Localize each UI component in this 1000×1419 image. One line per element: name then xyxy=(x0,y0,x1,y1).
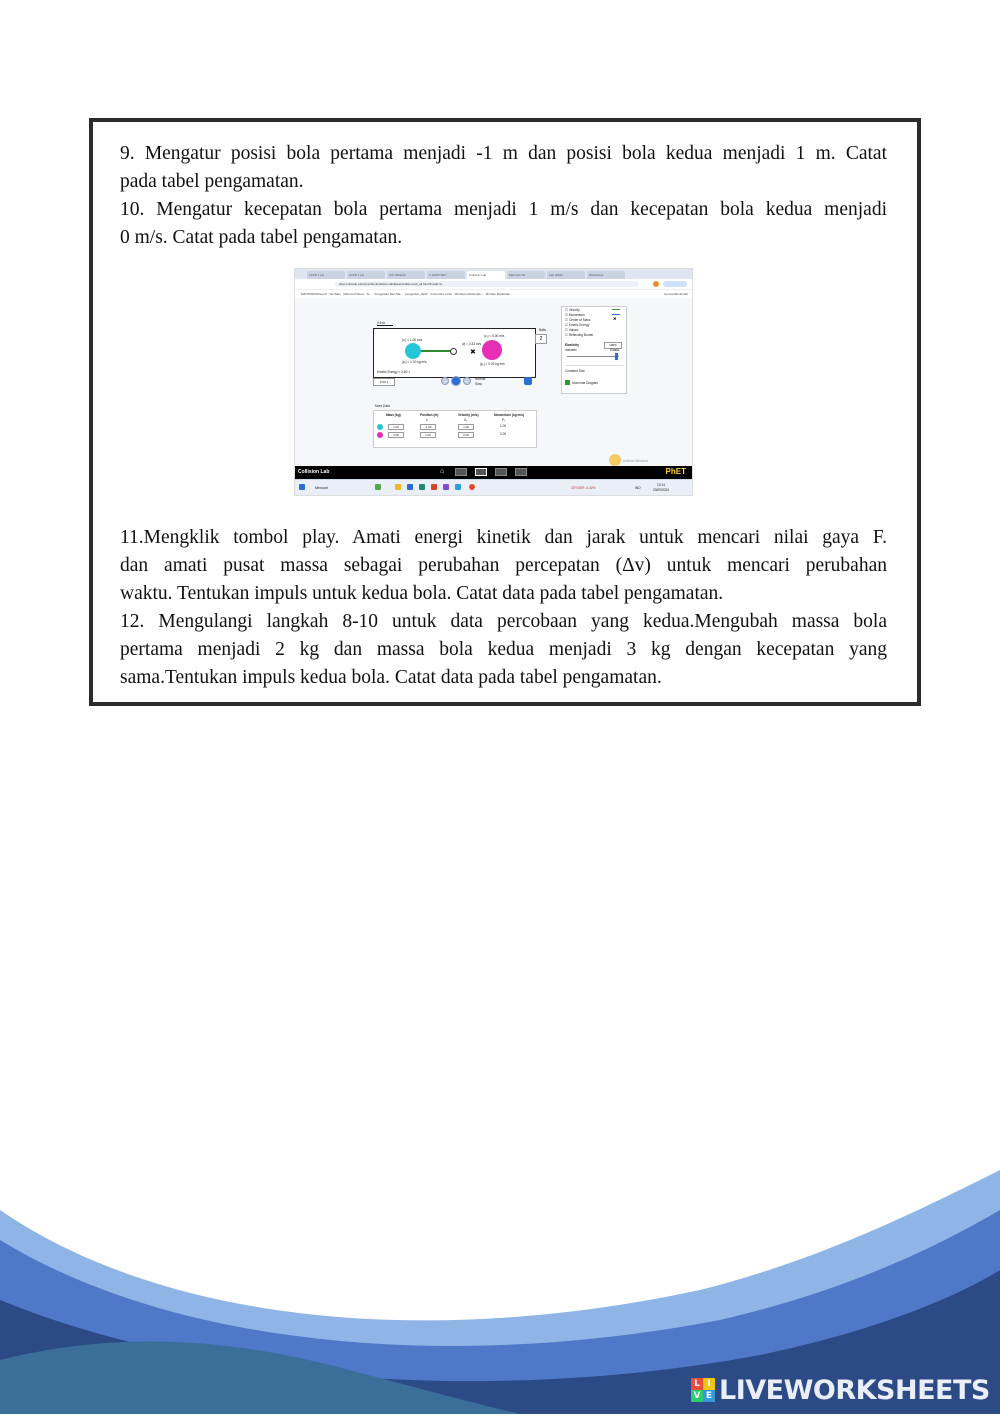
profile-button[interactable] xyxy=(663,281,687,287)
checkbox-momentum[interactable]: ☑ Momentum xyxy=(565,313,585,317)
screen-icon-4[interactable] xyxy=(515,468,527,476)
browser-tab[interactable]: X LKPD SEC xyxy=(427,271,465,279)
browser-tab[interactable]: Worksheet xyxy=(587,271,625,279)
step-11-line-2: dan amati pusat massa sebagai perubahan percepatan (Δv) untuk mencari perubahan xyxy=(120,555,887,576)
logo-letter: I xyxy=(703,1378,715,1390)
screen-icon-2[interactable] xyxy=(475,468,487,476)
kinetic-energy-readout: Kinetic Energy = 0.50 J xyxy=(377,370,410,374)
step-11 xyxy=(120,524,887,608)
bookmarks-bar xyxy=(295,290,692,298)
elasticity-max-label: Elastic xyxy=(610,348,620,352)
start-icon[interactable] xyxy=(299,484,305,490)
step-9-line-1: 9. Mengatur posisi bola pertama menjadi -1 m dan posisi bola kedua menjadi 1 m. Catat xyxy=(120,143,887,164)
header-mass: Mass (kg) xyxy=(386,413,401,417)
tray-time: 12:14 xyxy=(657,483,665,487)
step-11-line-1: 11.Mengklik tombol play. Amati energi kinetik dan jarak untuk mencari nilai gaya F. xyxy=(120,527,887,548)
speed-normal-radio[interactable]: Normal xyxy=(475,377,486,381)
logo-letter: L xyxy=(691,1378,703,1390)
search-box[interactable]: Mencari xyxy=(315,486,328,490)
phet-navbar xyxy=(295,466,692,479)
elasticity-slider-track[interactable] xyxy=(567,356,619,357)
bookmark[interactable]: Windows Marketpla... xyxy=(454,292,484,296)
browser-tab[interactable]: LKPD 1 (d) xyxy=(307,271,345,279)
instruction-box xyxy=(89,118,921,706)
step-11-line-3: waktu. Tentukan impuls untuk kedua bola. Catat data pada tabel pengamatan. xyxy=(120,583,724,604)
browser-tab[interactable]: LKPD 1 (d) xyxy=(347,271,385,279)
ball1-velocity-label: |v₁| = 1.00 m/s xyxy=(402,338,423,342)
header-velocity: Velocity (m/s) xyxy=(458,413,479,417)
ball2-mass-input[interactable]: 3.00 xyxy=(388,432,404,438)
step-12 xyxy=(120,608,887,692)
bookmark[interactable]: Customize Links xyxy=(430,292,453,296)
phet-logo[interactable]: PhET xyxy=(665,467,686,476)
bookmark[interactable]: Pengertian Dan Ma... xyxy=(374,292,403,296)
step-12-line-2: pertama menjadi 2 kg dan massa bola kedua menjadi 3 kg dengan kecepatan yang xyxy=(120,639,887,660)
options-panel xyxy=(561,306,627,394)
checkbox-velocity[interactable]: ☑ Velocity xyxy=(565,308,580,312)
speed-slow-radio[interactable]: Slow xyxy=(475,382,482,386)
step-back-button[interactable] xyxy=(441,377,449,385)
tray-language: IND xyxy=(635,486,641,490)
screen-icon-3[interactable] xyxy=(495,468,507,476)
step-forward-button[interactable] xyxy=(463,377,471,385)
all-bookmarks[interactable]: Semua Bookmark xyxy=(664,292,688,296)
browser-tab[interactable]: (37) WhatsA xyxy=(387,271,425,279)
ball1-mass-input[interactable]: 1.00 xyxy=(388,424,404,430)
taskbar-app-icon[interactable] xyxy=(407,484,413,490)
ball2-velocity-input[interactable]: 0.00 xyxy=(458,432,474,438)
taskbar-app-icon[interactable] xyxy=(443,484,449,490)
windows-watermark: Aktifkan Windows xyxy=(623,459,649,463)
momentum-legend-arrow xyxy=(612,314,620,315)
app-title: Collision Lab xyxy=(298,469,330,475)
ball1-swatch xyxy=(377,424,383,430)
extension-icon[interactable] xyxy=(653,281,659,287)
browser-tab-bar xyxy=(295,269,692,279)
url-field[interactable]: phet.colorado.edu/sims/html/collision-lab/latest/collision-lab_all.html?locale=in xyxy=(335,281,639,287)
ball1-momentum-value: 1.00 xyxy=(500,424,507,428)
subheader-momentum: Pₓ xyxy=(502,418,506,422)
bookmark[interactable]: MANTRIFISIKa.pdf xyxy=(301,292,327,296)
liveworksheets-wordmark: LIVEWORKSHEETS xyxy=(719,1374,990,1406)
bookmark[interactable]: Microsoft Word - Te... xyxy=(343,292,372,296)
taskbar-app-icon[interactable] xyxy=(419,484,425,490)
ball2-position-input[interactable]: 1.00 xyxy=(420,432,436,438)
home-icon[interactable]: ⌂ xyxy=(440,468,445,475)
ball2-momentum-label: |p₂| = 0.00 kg m/s xyxy=(480,362,505,366)
windows-taskbar xyxy=(295,479,692,496)
ball-2[interactable] xyxy=(482,340,502,360)
ball2-velocity-label: |v₂| = 0.00 m/s xyxy=(484,334,505,338)
taskbar-app-icon[interactable] xyxy=(455,484,461,490)
ball1-velocity-input[interactable]: 1.00 xyxy=(458,424,474,430)
liveworksheets-logo-icon xyxy=(691,1378,715,1402)
logo-letter: E xyxy=(703,1390,715,1402)
ball1-momentum-label: |p₁| = 1.00 kg m/s xyxy=(402,360,427,364)
data-table xyxy=(373,410,537,448)
cm-velocity-label: |v| = 0.33 m/s xyxy=(462,342,482,346)
checkbox-values[interactable]: ☑ Values xyxy=(565,328,578,332)
grid-scale-label: 0.5 m xyxy=(377,321,385,325)
elasticity-slider-thumb[interactable] xyxy=(615,353,618,360)
ball2-swatch xyxy=(377,432,383,438)
header-position: Position (m) xyxy=(420,413,439,417)
browser-tab-active[interactable]: Collision Lab xyxy=(467,271,505,279)
velocity-legend-arrow xyxy=(612,309,620,310)
tray-date: 23/09/2024 xyxy=(653,488,669,492)
add-icon[interactable] xyxy=(565,380,570,385)
chrome-icon[interactable] xyxy=(469,484,475,490)
play-button[interactable] xyxy=(451,376,461,386)
checkbox-kinetic-energy[interactable]: ☑ Kinetic Energy xyxy=(565,323,589,327)
balls-count-spinner[interactable]: 2 xyxy=(535,334,547,344)
ball1-velocity-arrow[interactable] xyxy=(421,350,451,352)
header-momentum: Momentum (kg m/s) xyxy=(494,413,525,417)
subheader-velocity: Vₓ xyxy=(464,418,468,422)
browser-tab[interactable]: Mail Cari Sh xyxy=(507,271,545,279)
logo-letter: V xyxy=(691,1390,703,1402)
windows-watermark-icon xyxy=(609,454,621,466)
more-data-checkbox[interactable]: More Data xyxy=(375,404,390,408)
simulation-area xyxy=(295,298,692,466)
step-12-line-1: 12. Mengulangi langkah 8-10 untuk data percobaan yang kedua.Mengubah massa bola xyxy=(120,611,887,632)
subheader-position: x xyxy=(426,418,428,422)
address-bar xyxy=(295,279,692,290)
play-area xyxy=(373,328,536,378)
bookmark[interactable]: pengertian_flipdf xyxy=(405,292,428,296)
ball2-momentum-value: 0.00 xyxy=(500,432,507,436)
taskbar-app-icon[interactable] xyxy=(431,484,437,490)
elasticity-value: 100% xyxy=(604,342,622,349)
cm-legend-icon: ✖ xyxy=(613,316,617,321)
arrow-handle[interactable] xyxy=(450,348,457,355)
step-10-line-1: 10. Mengatur kecepatan bola pertama menjadi 1 m/s dan kecepatan bola kedua menjadi xyxy=(120,199,887,220)
step-9 xyxy=(120,140,887,196)
step-10 xyxy=(120,196,887,252)
stock-ticker: CRYDER -0.42% xyxy=(571,486,596,490)
ball1-position-input[interactable]: -1.00 xyxy=(420,424,436,430)
elasticity-label: Elasticity xyxy=(565,343,579,347)
taskbar-app-icon[interactable] xyxy=(395,484,401,490)
screen-icon-1[interactable] xyxy=(455,468,467,476)
phet-collision-lab-screenshot xyxy=(294,268,693,496)
taskbar-app-icon[interactable] xyxy=(375,484,381,490)
step-10-line-2: 0 m/s. Catat pada tabel pengamatan. xyxy=(120,227,403,248)
center-of-mass-icon: ✖ xyxy=(470,349,476,356)
reset-button[interactable] xyxy=(524,377,532,385)
checkbox-center-of-mass[interactable]: ☑ Center of Mass xyxy=(565,318,590,322)
ball-1[interactable] xyxy=(405,343,421,359)
momenta-diagram-button[interactable]: Momenta Diagram xyxy=(572,381,599,385)
browser-tab[interactable]: Lab Istilah xyxy=(547,271,585,279)
checkbox-reflecting-border[interactable]: ☑ Reflecting Border xyxy=(565,333,594,337)
bookmark[interactable]: McAfee Marketfac... xyxy=(485,292,513,296)
step-9-line-2: pada tabel pengamatan. xyxy=(120,171,304,192)
time-readout: 0.00 s xyxy=(373,378,395,386)
divider xyxy=(565,365,623,366)
liveworksheets-brand xyxy=(691,1373,990,1407)
balls-label: Balls xyxy=(539,328,546,332)
elasticity-min-label: Inelastic xyxy=(565,348,577,352)
scale-bar xyxy=(377,325,393,326)
step-12-line-3: sama.Tentukan impuls kedua bola. Catat data pada tabel pengamatan. xyxy=(120,667,662,688)
constant-size-checkbox[interactable]: Constant Size xyxy=(565,369,585,373)
bookmark[interactable]: Tax Baru xyxy=(329,292,341,296)
